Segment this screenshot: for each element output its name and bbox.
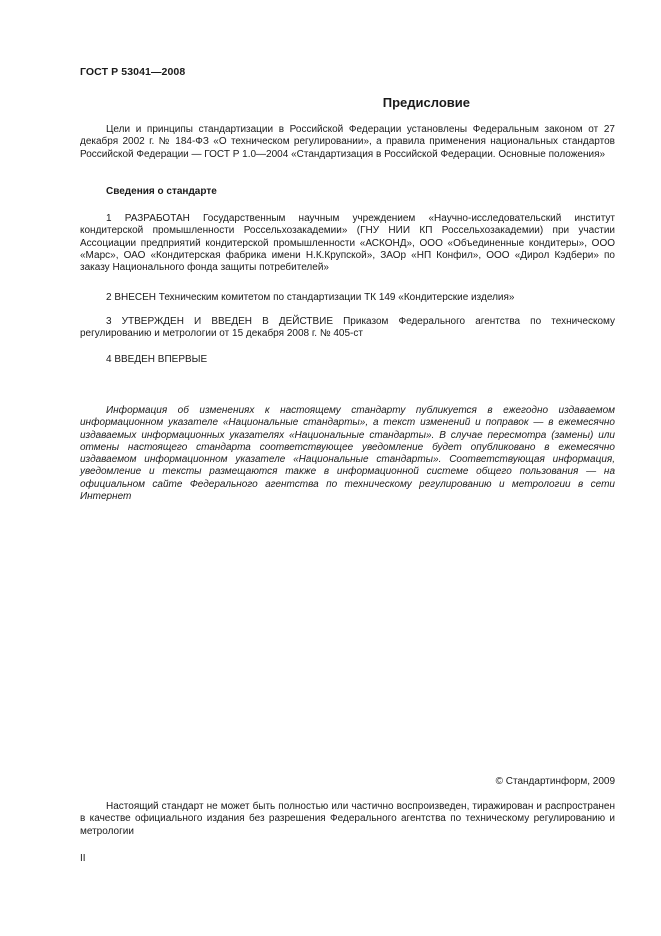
page-number: II — [80, 853, 86, 864]
reproduction-notice: Настоящий стандарт не может быть полностью или частично воспроизведен, тиражирован и распространен в качестве официального издания без разрешения Федерального агентства по техническому регулированию и метрологии — [80, 801, 615, 837]
page-title: Предисловие — [382, 95, 470, 110]
copyright: © Стандартинформ, 2009 — [495, 776, 615, 787]
section-heading: Сведения о стандарте — [106, 186, 217, 197]
item-first-introduced: 4 ВВЕДЕН ВПЕРВЫЕ — [106, 354, 208, 365]
intro-paragraph: Цели и принципы стандартизации в Российской Федерации установлены Федеральным законом от 27 декабря 2002 г. № 184-ФЗ «О техническом регулировании», а правила применения национальных стандартов Российской Федерации — ГОСТ Р 1.0—2004 «Стандартизация в Российской Федерации. Основные положения» — [80, 124, 615, 160]
document-id: ГОСТ Р 53041—2008 — [80, 66, 186, 78]
info-note: Информация об изменениях к настоящему стандарту публикуется в ежегодно издаваемом информационном указателе «Национальные стандарты», а текст изменений и поправок — в ежемесячно издаваемых информационных указателях «Национальные стандарты». В случае пересмотра (замены) или отмены настоящего стандарта соответствующее уведомление будет опубликовано в ежемесячно издаваемом информационном указателе «Национальные стандарты». Соответствующая информация, уведомление и тексты размещаются также в информационной системе общего пользования — на официальном сайте Федерального агентства по техническому регулированию и метрологии в сети Интернет — [80, 405, 615, 503]
item-submitted: 2 ВНЕСЕН Техническим комитетом по стандартизации ТК 149 «Кондитерские изделия» — [106, 292, 515, 303]
item-developed: 1 РАЗРАБОТАН Государственным научным учреждением «Научно-исследовательский институт кондитерской промышленности Россельхозакадемии» (ГНУ НИИ КП Россельхозакадемии) при участии Ассоциации предприятий кондитерской промышленности «АСКОНД», ООО «Объединенные кондитеры», ООО «Марс», ОАО «Кондитерская фабрика имени Н.К.Крупской», ЗАОр «НП Конфил», ООО «Дирол Кэдбери» по заказу Национального фонда защиты потребителей» — [80, 213, 615, 274]
item-approved: 3 УТВЕРЖДЕН И ВВЕДЕН В ДЕЙСТВИЕ Приказом Федерального агентства по техническому регулированию и метрологии от 15 декабря 2008 г. № 405-ст — [80, 316, 615, 340]
